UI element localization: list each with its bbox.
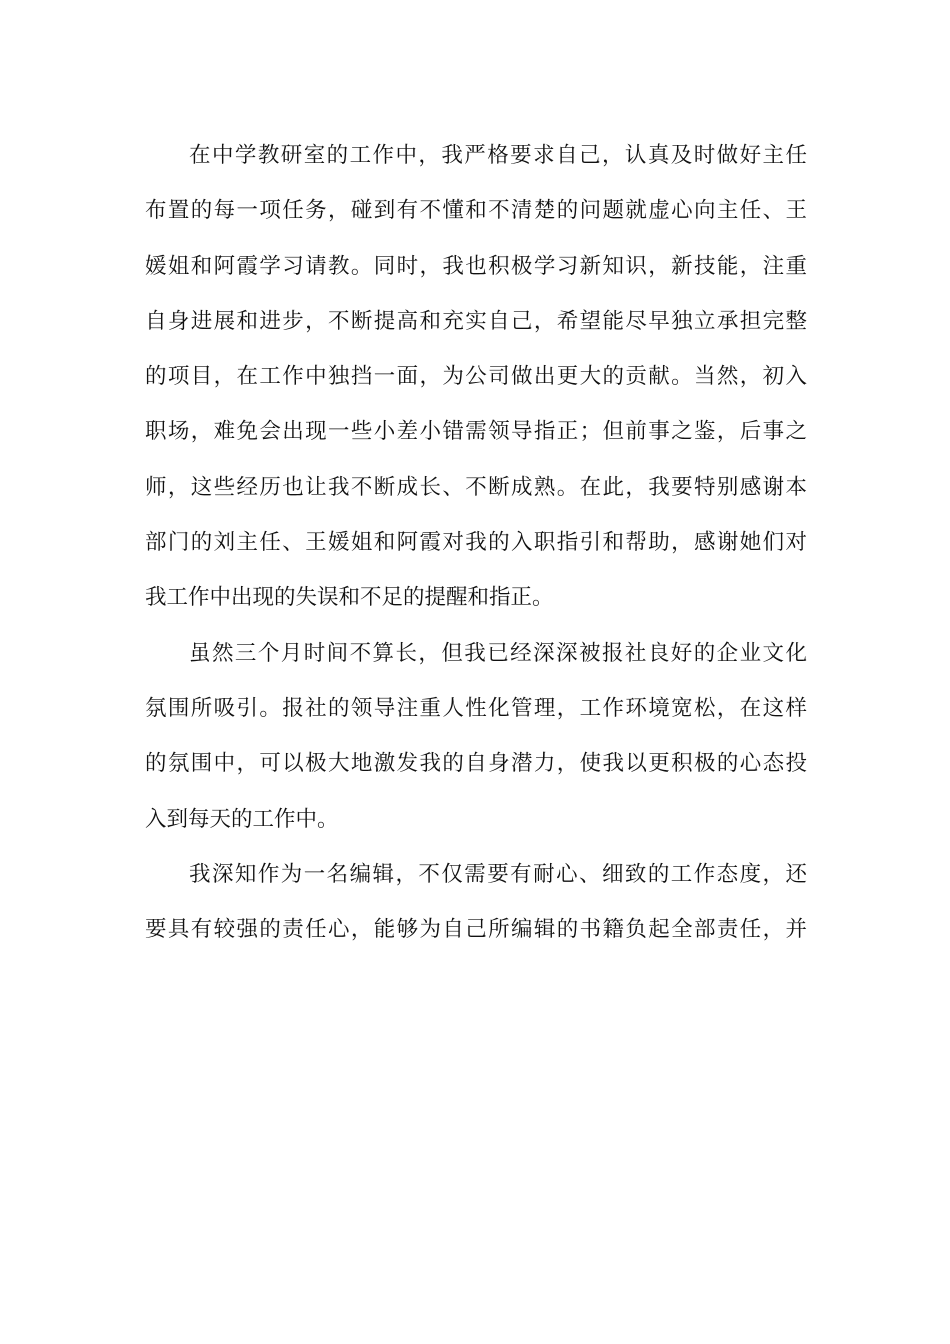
paragraph-line: 我深知作为一名编辑，不仅需要有耐心、细致的工作态度，还 [189,861,807,887]
paragraph-line: 要具有较强的责任心，能够为自己所编辑的书籍负起全部责任，并 [145,917,807,943]
document-body [145,128,807,957]
paragraph-line: 媛姐和阿霞学习请教。同时，我也积极学习新知识，新技能，注重 [145,253,807,279]
paragraph-line: 的项目，在工作中独挡一面，为公司做出更大的贡献。当然，初入 [145,364,807,390]
paragraph-line: 氛围所吸引。报社的领导注重人性化管理，工作环境宽松，在这样 [145,695,807,721]
paragraph-line: 布置的每一项任务，碰到有不懂和不清楚的问题就虚心向主任、王 [145,198,807,224]
paragraph-line: 职场，难免会出现一些小差小错需领导指正；但前事之鉴，后事之 [145,419,807,445]
paragraph-line: 入到每天的工作中。 [145,806,339,832]
paragraph-line: 的氛围中，可以极大地激发我的自身潜力，使我以更积极的心态投 [145,751,807,777]
paragraph-line: 在中学教研室的工作中，我严格要求自己，认真及时做好主任 [189,143,807,168]
paragraph-line: 师，这些经历也让我不断成长、不断成熟。在此，我要特别感谢本 [145,474,807,500]
paragraph-1 [145,128,807,626]
paragraph-line: 我工作中出现的失误和不足的提醒和指正。 [145,585,554,611]
paragraph-line: 虽然三个月时间不算长，但我已经深深被报社良好的企业文化 [189,640,807,666]
paragraph-3 [145,847,807,958]
paragraph-line: 部门的刘主任、王媛姐和阿霞对我的入职指引和帮助，感谢她们对 [145,530,807,556]
paragraph-2 [145,626,807,847]
paragraph-line: 自身进展和进步，不断提高和充实自己，希望能尽早独立承担完整 [145,308,807,334]
